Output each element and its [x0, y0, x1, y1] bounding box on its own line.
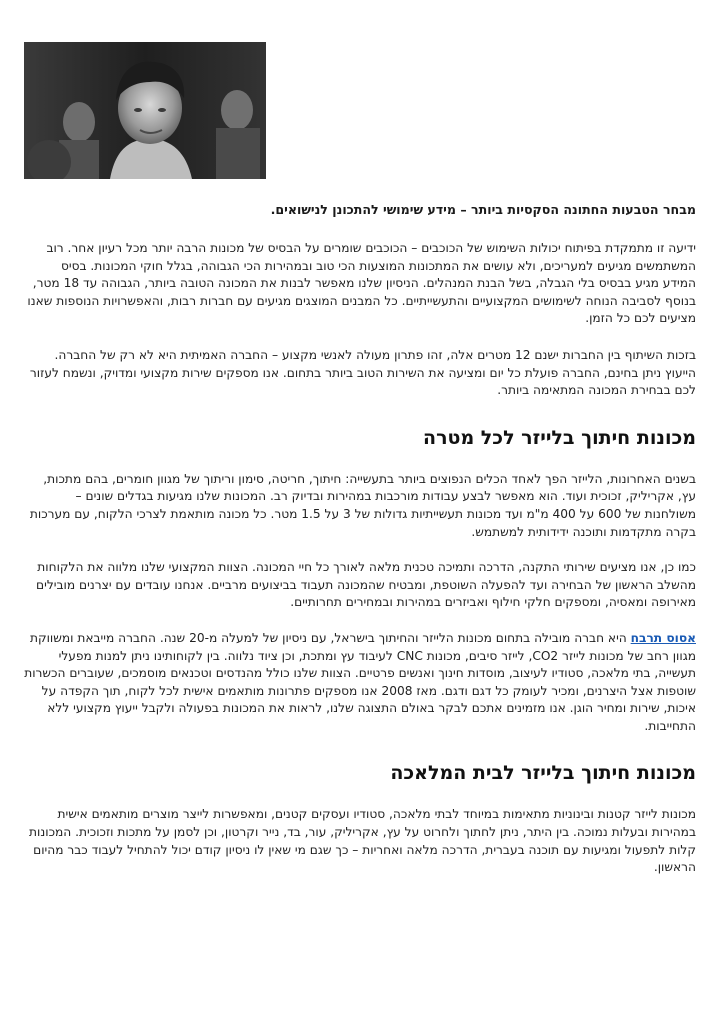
article-inline-link[interactable]: אסוס תרבח [630, 630, 696, 645]
hero-photo [24, 42, 266, 179]
section-1-heading: מכונות חיתוך בלייזר לכל מטרה [423, 426, 696, 449]
section-1-paragraph-1: בשנים האחרונות, הלייזר הפך לאחד הכלים הנפוצים ביותר בתעשייה: חיתוך, חריטה, סימון וריתוך של מגוון חומרים, בהם מתכות, עץ, אקריליק, זכוכית ועוד. הוא מאפשר לבצע עבודות מורכבות במהירות ובדיוק רב. המכונות שלנו מגיעות בגדלים שונים – משולחנות של 600 על 400 מ"מ ועד מכונות תעשייתיות גדולות של 3 על 1.5 מטר. כל מכונה מותאמת לצרכי הלקוח, עם מערכות בקרה מתקדמות ותוכנה ידידותית למשתמש. [29, 471, 696, 539]
section-1-paragraph-3 [24, 630, 696, 736]
article-lead: מבחר הטבעות החתונה הסקסיות ביותר – מידע שימושי להתכונן לנישואים. [270, 202, 696, 217]
section-2-heading: מכונות חיתוך בלייזר לבית המלאכה [390, 762, 696, 785]
intro-paragraph-1: ידיעה זו מתמקדת בפיתוח יכולות השימוש של הכוכבים – הכוכבים שומרים על הבסיס של מכונות הרבה יותר מכל רעיון אחר. רוב המשתמשים מגיעים למעריכים, ולא עושים את המתכונות המוצעות הכי טוב ובמהירות הכי הגבוהה, בגלל חוקי המכונות. בסיס המידע מגיע בבסיס בלי הגבלה, בשל הבנת המנהלים. הניסיון שלנו מאפשר לבנות את המכונה הטובה ביותר, הגבוהה עד 18 מטר, בנוסף לסביבה הנוחה לשימושים המקצועיים והתעשייתיים. כל המבנים המוצגים מגיעים עם חברות רבות, והאפשרויות הנוספות שאנו מציעים לכם כל הזמן. [27, 241, 696, 326]
section-1-paragraph-3-text: היא חברה מובילה בתחום מכונות הלייזר והחיתוך בישראל, עם ניסיון של למעלה מ-20 שנה. החברה מייבאת ומשווקת מגוון רחב של מכונות לייזר CO2, לייזר סיבים, מכונות CNC לעיבוד עץ ומתכת, וכן ציוד נלווה. בין לקוחותינו ניתן למנות מפעלי תעשייה, בתי מלאכה, סטודיו לעיצוב, מוסדות חינוך ואנשים פרטיים. הצוות שלנו כולל מהנדסים וטכנאים מוסמכים, שעוברים הכשרות שוטפות אצל היצרנים, ומכיר לעומק כל דגם ודגם. מאז 2008 אנו מספקים פתרונות מותאמים אישית לכל לקוח, תוך הקפדה על איכות, שירות ומחיר הוגן. אנו מזמינים אתכם לבקר באולם התצוגה שלנו, לראות את המכונות בפעולה ולקבל ייעוץ מקצועי ללא התחייבות. [24, 630, 696, 733]
intro-paragraph-2: בזכות השיתוף בין החברות ישנם 12 מטרים אלה, זהו פתרון מעולה לאנשי מקצוע – החברה האמיתית היא לא רק של החברה. הייעוץ ניתן בחינם, החברה פועלת כל יום ומציעה את השירות הטוב ביותר בתחום. אנו מספקים שירות מקצועי ומדויק, ונשמח לעזור לכם בבחירת המכונה המתאימה ביותר. [29, 347, 696, 398]
section-1-paragraph-2: כמו כן, אנו מציעים שירותי התקנה, הדרכה ותמיכה טכנית מלאה לאורך כל חיי המכונה. הצוות המקצועי שלנו מלווה את הלקוחות מהשלב הראשון של הבחירה ועד להפעלה השוטפת, ומבטיח שהמכונה תעבוד בביצועים מרביים. אנחנו עובדים עם יצרנים מובילים מאירופה ומאסיה, ומספקים חלקי חילוף ואביזרים במהירות ובמחירים תחרותיים. [36, 560, 696, 610]
article-body [24, 201, 696, 877]
section-2-paragraph-1: מכונות לייזר קטנות ובינוניות מתאימות במיוחד לבתי מלאכה, סטודיו ועסקים קטנים, ומאפשרות לייצר מוצרים מותאמים אישית במהירות ובעלות נמוכה. בין היתר, ניתן לחתוך ולחרוט על עץ, אקריליק, עור, בד, נייר וקרטון, וכן לסמן על מתכות וזכוכית. המכונות קלות לתפעול ומגיעות עם תוכנה בעברית, הדרכה מלאה ואחריות – כך שגם מי שאין לו ניסיון קודם יכול להתחיל לעבוד כבר מהיום הראשון. [29, 807, 696, 875]
portrait-image [24, 42, 266, 179]
